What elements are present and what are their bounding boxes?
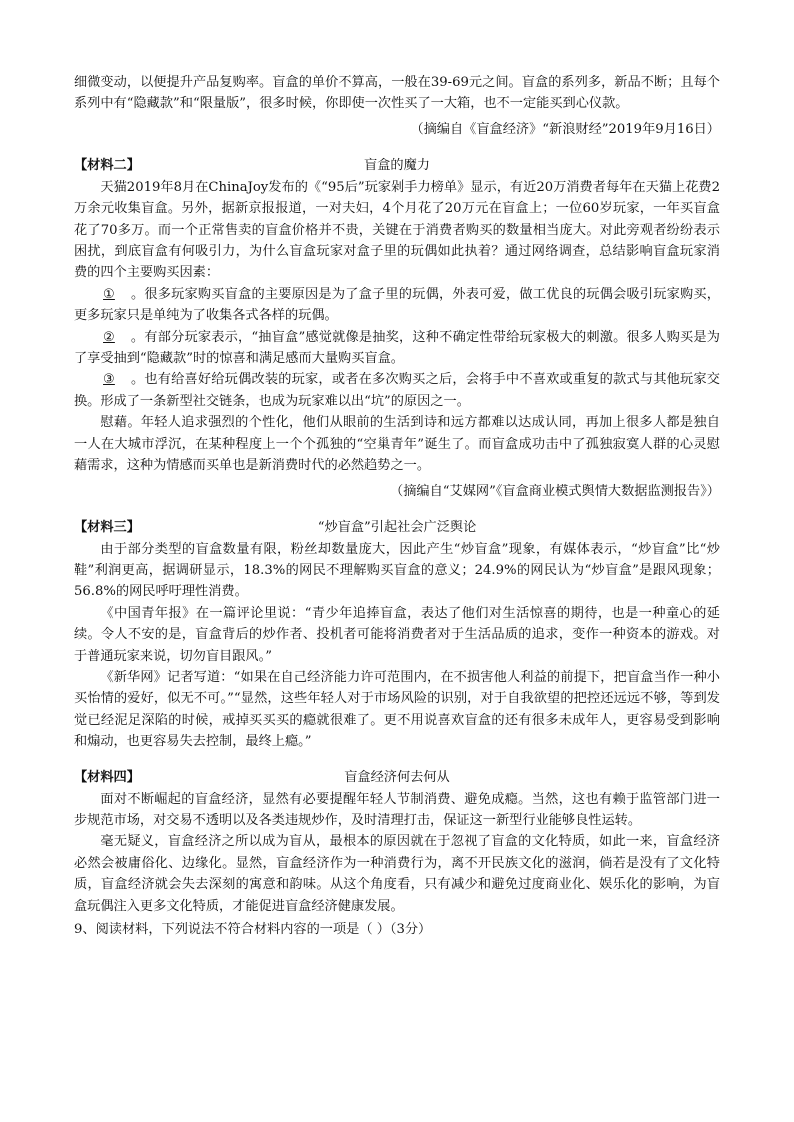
intro-paragraph: 细微变动，以便提升产品复购率。盲盒的单价不算高，一般在39-69元之间。盲盒的系列多，新品不断；且每个系列中有“隐藏款”和“限量版”，很多时候，你即使一次性买了一大箱，也不一定能买到心仪款。	[74, 75, 720, 112]
material-4-paragraph-1: 面对不断崛起的盲盒经济，显然有必要提醒年轻人节制消费、避免成瘾。当然，这也有赖于监管部门进一步规范市场，对交易不透明以及各类违规炒作，及时清理打击，保证这一新型行业能够良性运转。	[74, 791, 720, 828]
material-2-paragraph-3: ② 。有部分玩家表示，“抽盲盒”感觉就像是抽奖，这种不确定性带给玩家极大的刺激。很多人购买是为了享受抽到“隐藏款”时的惊喜和满足感而大量购买盲盒。	[74, 327, 720, 370]
material-3-title: “炒盲盒”引起社会广泛舆论	[317, 519, 477, 535]
intro-source: （摘编自《盲盒经济》“新浪财经”2019年9月16日）	[410, 121, 720, 137]
material-2-source: （摘编自“艾媒网”《盲盒商业模式舆情大数据监测报告》）	[390, 483, 720, 499]
fill-blank-3: ③	[103, 372, 115, 388]
material-2-paragraph-1: 天猫2019年8月在ChinaJoy发布的《“95后”玩家剁手力榜单》显示，有近20万消费者每年在天猫上花费2万余元收集盲盒。另外，据新京报报道，一对夫妇，4个月花了20万元在盲盒上；一位60岁玩家，一年买盲盒花了70多万。而一个正常售卖的盲盒价格并不贵，关键在于消费者购买的数量相当庞大。对此旁观者纷纷表示困扰，到底盲盒有何吸引力，为什么盲盒玩家对盒子里的玩偶如此执着？通过网络调查，总结影响盲盒玩家消费的四个主要购买因素：	[74, 179, 720, 281]
material-2-paragraph-2: ① 。很多玩家购买盲盒的主要原因是为了盒子里的玩偶，外表可爱，做工优良的玩偶会吸引玩家购买，更多玩家只是单纯为了收集各式各样的玩偶。	[74, 284, 720, 327]
material-2-paragraph-5: 慰藉。年轻人追求强烈的个性化，他们从眼前的生活到诗和远方都难以达成认同，再加上很多人都是独自一人在大城市浮沉，在某种程度上一个个孤独的“空巢青年”诞生了。而盲盒成功击中了孤独寂寞人群的心灵慰藉需求，这种为情感而买单也是新消费时代的必然趋势之一。	[74, 415, 720, 474]
document-page	[74, 72, 720, 941]
question-9: 9、阅读材料，下列说法不符合材料内容的一项是（ ）（3分）	[74, 922, 432, 937]
material-3-paragraph-2: 《中国青年报》在一篇评论里说：“青少年追捧盲盒，表达了他们对生活惊喜的期待，也是一种童心的延续。令人不安的是，盲盒背后的炒作者、投机者可能将消费者对于生活品质的追求，变作一种资本的游戏。对于普通玩家来说，切勿盲目跟风。”	[74, 605, 720, 664]
material-3-paragraph-3: 《新华网》记者写道：“如果在自己经济能力许可范围内，在不损害他人利益的前提下，把盲盒当作一种小买怡情的爱好，似无不可。”“显然，这些年轻人对于市场风险的识别，对于自我欲望的把控还远远不够，等到发觉已经泥足深陷的时候，戒掉买买买的瘾就很难了。更不用说喜欢盲盒的还有很多未成年人，更容易受到影响和煽动，也更容易失去控制，最终上瘾。”	[74, 669, 720, 750]
material-2-title: 盲盒的魔力	[364, 157, 430, 173]
material-2-paragraph-4: ③ 。也有给喜好给玩偶改装的玩家，或者在多次购买之后，会将手中不喜欢或重复的款式与其他玩家交换。形成了一条新型社交链条，也成为玩家难以出“坑”的原因之一。	[74, 369, 720, 412]
fill-blank-2: ②	[103, 329, 115, 345]
material-4-heading	[74, 767, 720, 789]
material-2-heading	[74, 155, 720, 177]
material-2-label: 【材料二】	[74, 157, 140, 173]
material-4-label: 【材料四】	[74, 769, 140, 785]
material-3-label: 【材料三】	[74, 519, 140, 535]
fill-blank-1: ①	[103, 286, 115, 302]
material-4-title: 盲盒经济何去何从	[344, 769, 450, 785]
material-3-heading	[74, 517, 720, 539]
material-4-paragraph-2: 毫无疑义，盲盒经济之所以成为盲从，最根本的原因就在于忽视了盲盒的文化特质，如此一来，盲盒经济必然会被庸俗化、边缘化。显然，盲盒经济作为一种消费行为，离不开民族文化的滋润，倘若是没有了文化特质，盲盒经济就会失去深刻的寓意和韵味。从这个角度看，只有减少和避免过度商业化、娱乐化的影响，为盲盒玩偶注入更多文化特质，才能促进盲盒经济健康发展。	[74, 834, 720, 914]
material-3-paragraph-1: 由于部分类型的盲盒数量有限，粉丝却数量庞大，因此产生“炒盲盒”现象，有媒体表示，“炒盲盒”比“炒鞋”利润更高，据调研显示，18.3%的网民不理解购买盲盒的意义；24.9%的网民认为“炒盲盒”是跟风现象；56.8%的网民呼吁理性消费。	[74, 541, 720, 600]
